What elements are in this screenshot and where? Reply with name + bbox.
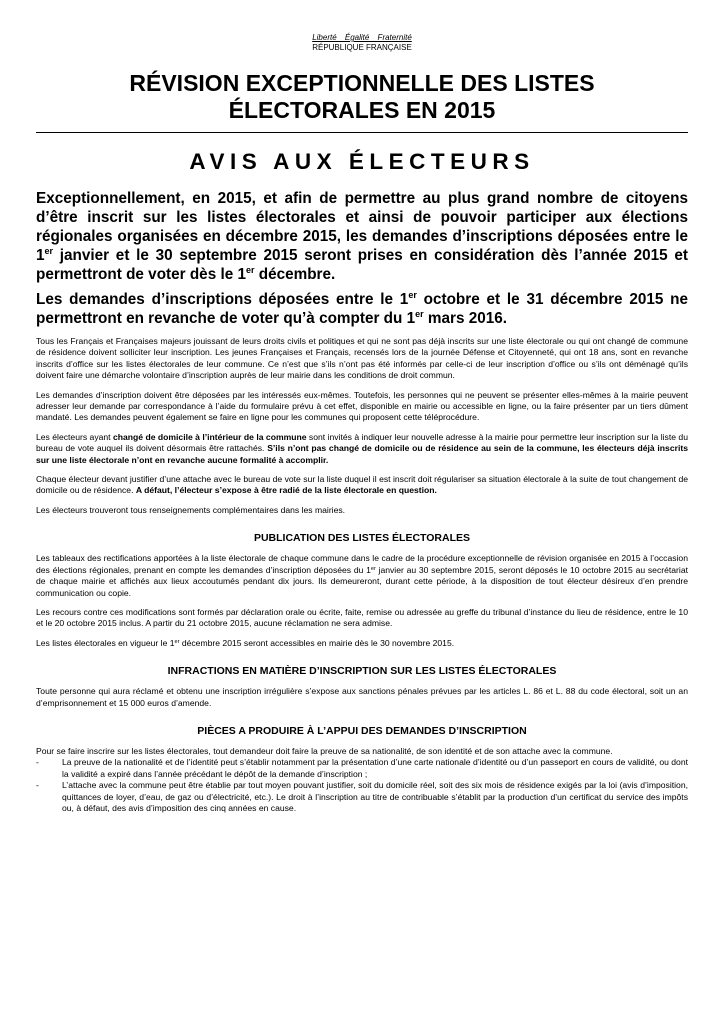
p3-text-c: sont invités à indiquer leur nouvelle adresse à la mairie pour permettre leur inscription sur la liste du bureau de vote auquel ils doivent désormais être rattachés.: [36, 431, 688, 454]
section-heading-publication: PUBLICATION DES LISTES ÉLECTORALES: [253, 532, 471, 545]
lead1-text-c: décembre.: [254, 266, 336, 283]
document-title: [36, 70, 688, 124]
publication-paragraph-1: [36, 553, 688, 599]
paragraph-eligibility: Tous les Français et Françaises majeurs jouissant de leurs droits civils et politiques et qui ne sont pas déjà inscrits sur une liste électorale ou qui ont changé de commune de résidence doivent solliciter leur inscription. Les jeunes Françaises et Français, recensés lors de la journée Défense et Citoyenneté, qui ont 18 ans, sont en revanche inscrits d’office sur les listes électorales de leur commune. Ce n’est que s’ils n’ont pas été informés par celle-ci de leur inscription d’office ou s’ils ont déménagé qu’ils doivent faire une démarche volontaire d’inscription auprès de leur mairie dans les conditions de droit commun.: [36, 336, 688, 381]
documents-intro: Pour se faire inscrire sur les listes électorales, tout demandeur doit faire la preuve de sa nationalité, de son identité et de son attache avec la commune.: [36, 745, 613, 756]
paragraph-change-of-address: [36, 432, 688, 466]
lead1-sup-1: er: [44, 246, 54, 256]
p3-bold-b: changé de domicile à l’intérieur de la commune: [112, 431, 307, 442]
title-line-2: ÉLECTORALES EN 2015: [228, 97, 496, 123]
p3-bold-d: S’ils n’ont pas changé de domicile ou de résidence au sein de la commune, les électeurs déjà inscrits sur une liste électorale n’ont en revanche aucune formalité à accomplir.: [36, 443, 688, 465]
p4-bold-b: A défaut, l’électeur s’expose à être radié de la liste électorale en question.: [135, 485, 437, 496]
list-dash: -: [36, 757, 39, 768]
list-dash: -: [36, 780, 39, 791]
republic-label: RÉPUBLIQUE FRANÇAISE: [312, 43, 412, 52]
lead-paragraph-1: [36, 189, 688, 284]
p3-text-a: Les électeurs ayant: [36, 431, 113, 442]
lead2-text-b: octobre et le 31 décembre 2015 ne permettront en revanche de voter qu’à compter du 1: [36, 291, 688, 327]
paragraph-info: Les électeurs trouveront tous renseignements complémentaires dans les mairies.: [36, 504, 346, 515]
section-heading-infractions: INFRACTIONS EN MATIÈRE D’INSCRIPTION SUR LES LISTES ÉLECTORALES: [167, 665, 557, 678]
publication-paragraph-3: [36, 638, 688, 649]
paragraph-submission: Les demandes d’inscription doivent être déposées par les intéressés eux-mêmes. Toutefois, les personnes qui ne peuvent se présenter elles-mêmes à la mairie peuvent adresser leur demande par correspondance à l’aide du formulaire prévu à cet effet, disponible en mairie ou accessible en ligne, ou la faire présenter par un tiers dûment mandaté. Les demandes peuvent également se faire en ligne pour les communes qui proposent cette téléprocédure.: [36, 389, 688, 423]
notice-subtitle: AVIS AUX ÉLECTEURS: [189, 149, 535, 174]
s1p1-sup: er: [370, 565, 376, 572]
s1p3-sup: er: [174, 638, 180, 645]
infractions-paragraph: Toute personne qui aura réclamé et obtenu une inscription irrégulière s’expose aux sanctions pénales prévues par les articles L. 86 et L. 88 du code électoral, soit un an d’emprisonnement et 15 000 euros d’amende.: [36, 686, 688, 708]
list-item-text: L’attache avec la commune peut être établie par tout moyen pouvant justifier, soit du domicile réel, soit des six mois de résidence exigés par la loi (avis d’imposition, quittances de loyer, d’eau, de gaz ou d’électricité, etc.). Le droit à l’inscription au titre de contribuable s’établit par la production d’un certificat du service des impôts ou, à défaut, des avis d’imposition des cinq années en cause.: [62, 780, 688, 813]
lead2-text-a: Les demandes d’inscriptions déposées entre le 1: [36, 291, 409, 308]
lead-paragraph-2: [36, 290, 688, 328]
title-line-1: RÉVISION EXCEPTIONNELLE DES LISTES: [129, 70, 595, 96]
list-item: [36, 780, 688, 814]
p4-text-a: Chaque électeur devant justifier d’une attache avec le bureau de vote sur la liste duquel il est inscrit doit régulariser sa situation électorale à la suite de tout changement de domicile ou de résidence.: [36, 474, 688, 496]
s1p1-text-b: janvier au 30 septembre 2015, seront déposés le 10 octobre 2015 au secrétariat de chaque mairie et affichés aux lieux accoutumés pendant dix jours. Ils demeureront, durant cette période, à la disposition de tout électeur désireux d’en prendre communication ou copie.: [36, 564, 688, 598]
documents-list: [36, 757, 688, 814]
lead1-text-b: janvier et le 30 septembre 2015 seront prises en considération dès l’année 2015 et permettront de voter dès le 1: [36, 247, 688, 283]
document-page: [36, 33, 688, 814]
lead1-text-a: Exceptionnellement, en 2015, et afin de permettre au plus grand nombre de citoyens d’être inscrit sur les listes électorales et ainsi de pouvoir participer aux élections régionales organisées en décembre 2015, les demandes d’inscriptions déposées entre le 1: [36, 190, 688, 264]
s1p1-text-a: Les tableaux des rectifications apportées à la liste électorale de chaque commune dans le cadre de la procédure exceptionnelle de révision organisée en 2015 à l’occasion des élections régionales, prenant en compte les demandes d’inscription déposées du 1: [36, 553, 688, 575]
republic-motto: Liberté Égalité Fraternité: [312, 33, 412, 42]
s1p3-text-a: Les listes électorales en vigueur le 1: [36, 637, 175, 648]
lead1-sup-2: er: [245, 265, 255, 275]
lead2-sup-1: er: [408, 290, 417, 300]
lead2-sup-2: er: [415, 309, 424, 319]
section-heading-documents: PIÈCES A PRODUIRE À L’APPUI DES DEMANDES D’INSCRIPTION: [197, 724, 527, 737]
s1p3-text-b: décembre 2015 seront accessibles en mairie dès le 30 novembre 2015.: [179, 637, 455, 648]
list-item: [36, 757, 688, 780]
lead2-text-c: mars 2016.: [423, 310, 507, 327]
title-divider: [36, 132, 688, 133]
publication-paragraph-2: Les recours contre ces modifications sont formés par déclaration orale ou écrite, faite, remise ou adressée au greffe du tribunal d’instance du lieu de résidence, entre le 10 et le 20 octobre 2015 inclus. A partir du 21 octobre 2015, aucune réclamation ne sera admise.: [36, 606, 688, 629]
paragraph-attachment: [36, 474, 688, 497]
list-item-text: La preuve de la nationalité et de l’identité peut s’établir notamment par la présentation d’une carte nationale d’identité ou d’un passeport en cours de validité, ou dont la validité a expiré dans l’année précédant le dépôt de la demande d’inscription ;: [62, 757, 688, 779]
